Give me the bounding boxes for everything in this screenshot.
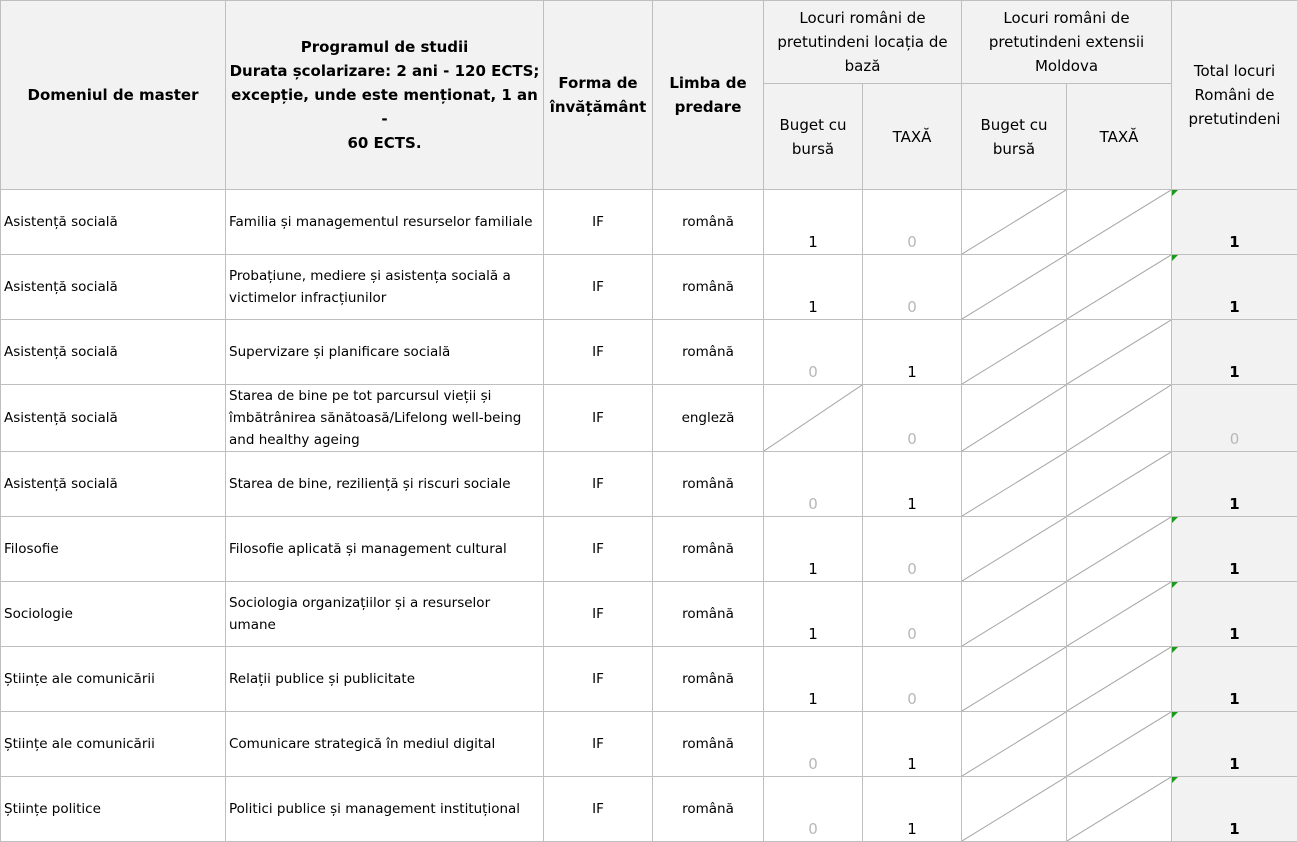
cell-limba: română: [653, 255, 764, 320]
cell-program: Politici publice și management instituțional: [226, 777, 544, 842]
cell-ext-budget: [962, 647, 1067, 712]
cell-base-budget: 1: [764, 517, 863, 582]
cell-domain: Științe ale comunicării: [1, 712, 226, 777]
cell-base-budget: 1: [764, 647, 863, 712]
diagonal-line: [962, 777, 1066, 841]
cell-total: 1: [1172, 517, 1297, 582]
header-ext-tax: TAXĂ: [1067, 84, 1172, 190]
cell-domain: Asistență socială: [1, 385, 226, 452]
table-row: [1, 582, 1297, 647]
cell-ext-budget: [962, 777, 1067, 842]
cell-ext-tax: [1067, 517, 1172, 582]
cell-forma: IF: [544, 517, 653, 582]
cell-program: Supervizare și planificare socială: [226, 320, 544, 385]
cell-base-budget: 0: [764, 777, 863, 842]
comment-flag-icon: [1172, 712, 1178, 718]
cell-ext-tax: [1067, 712, 1172, 777]
cell-ext-tax: [1067, 647, 1172, 712]
table-row: [1, 452, 1297, 517]
cell-program: Starea de bine, reziliență și riscuri sociale: [226, 452, 544, 517]
cell-forma: IF: [544, 777, 653, 842]
header-limba: Limba de predare: [653, 1, 764, 190]
header-domain: Domeniul de master: [1, 1, 226, 190]
header-program: Programul de studii Durata școlarizare: 2 ani - 120 ECTS; excepție, unde este menționat, 1 an - 60 ECTS.: [226, 1, 544, 190]
diagonal-line: [1067, 320, 1171, 384]
header-ext-group: Locuri români de pretutindeni extensii Moldova: [962, 1, 1172, 84]
diagonal-line: [962, 517, 1066, 581]
cell-program: Familia și managementul resurselor familiale: [226, 190, 544, 255]
cell-domain: Asistență socială: [1, 190, 226, 255]
cell-program: Sociologia organizațiilor și a resurselor umane: [226, 582, 544, 647]
cell-forma: IF: [544, 385, 653, 452]
cell-base-budget: 1: [764, 190, 863, 255]
cell-forma: IF: [544, 452, 653, 517]
table-row: [1, 712, 1297, 777]
header-base-budget: Buget cu bursă: [764, 84, 863, 190]
cell-domain: Asistență socială: [1, 255, 226, 320]
cell-limba: română: [653, 452, 764, 517]
cell-base-tax: 0: [863, 517, 962, 582]
cell-ext-budget: [962, 385, 1067, 452]
cell-domain: Asistență socială: [1, 452, 226, 517]
cell-forma: IF: [544, 712, 653, 777]
diagonal-line: [1067, 452, 1171, 516]
diagonal-line: [1067, 385, 1171, 451]
diagonal-line: [962, 452, 1066, 516]
cell-ext-budget: [962, 452, 1067, 517]
cell-ext-tax: [1067, 190, 1172, 255]
cell-ext-tax: [1067, 255, 1172, 320]
cell-ext-budget: [962, 582, 1067, 647]
diagonal-line: [1067, 190, 1171, 254]
cell-total: 1: [1172, 582, 1297, 647]
cell-program: Relații publice și publicitate: [226, 647, 544, 712]
cell-base-tax: 1: [863, 320, 962, 385]
cell-limba: română: [653, 647, 764, 712]
cell-base-tax: 0: [863, 190, 962, 255]
table-row: [1, 385, 1297, 452]
comment-flag-icon: [1172, 582, 1178, 588]
cell-base-budget: 0: [764, 452, 863, 517]
header-base-tax: TAXĂ: [863, 84, 962, 190]
cell-base-tax: 1: [863, 712, 962, 777]
cell-base-budget: [764, 385, 863, 452]
cell-ext-budget: [962, 255, 1067, 320]
header-base-group: Locuri români de pretutindeni locația de bază: [764, 1, 962, 84]
cell-ext-tax: [1067, 452, 1172, 517]
diagonal-line: [962, 712, 1066, 776]
diagonal-line: [1067, 712, 1171, 776]
cell-domain: Asistență socială: [1, 320, 226, 385]
cell-base-tax: 1: [863, 452, 962, 517]
cell-base-budget: 1: [764, 255, 863, 320]
cell-domain: Filosofie: [1, 517, 226, 582]
cell-base-tax: 1: [863, 777, 962, 842]
cell-forma: IF: [544, 190, 653, 255]
cell-limba: română: [653, 712, 764, 777]
cell-total: 1: [1172, 647, 1297, 712]
cell-base-tax: 0: [863, 582, 962, 647]
diagonal-line: [962, 320, 1066, 384]
diagonal-line: [962, 582, 1066, 646]
cell-forma: IF: [544, 647, 653, 712]
cell-total: 1: [1172, 255, 1297, 320]
cell-forma: IF: [544, 320, 653, 385]
cell-domain: Științe politice: [1, 777, 226, 842]
cell-ext-tax: [1067, 582, 1172, 647]
cell-limba: română: [653, 190, 764, 255]
cell-base-budget: 0: [764, 712, 863, 777]
cell-total: 1: [1172, 777, 1297, 842]
cell-program: Probațiune, mediere și asistența socială a victimelor infracțiunilor: [226, 255, 544, 320]
diagonal-line: [1067, 255, 1171, 319]
table-body: [1, 190, 1297, 842]
diagonal-line: [962, 385, 1066, 451]
cell-total: 1: [1172, 320, 1297, 385]
comment-flag-icon: [1172, 255, 1178, 261]
cell-ext-budget: [962, 517, 1067, 582]
cell-base-tax: 0: [863, 255, 962, 320]
cell-base-tax: 0: [863, 647, 962, 712]
cell-base-budget: 1: [764, 582, 863, 647]
cell-total: 1: [1172, 712, 1297, 777]
comment-flag-icon: [1172, 777, 1178, 783]
comment-flag-icon: [1172, 517, 1178, 523]
cell-ext-budget: [962, 712, 1067, 777]
cell-ext-budget: [962, 320, 1067, 385]
diagonal-line: [1067, 582, 1171, 646]
cell-limba: română: [653, 517, 764, 582]
diagonal-line: [962, 190, 1066, 254]
header-forma: Forma de învățământ: [544, 1, 653, 190]
diagonal-line: [1067, 647, 1171, 711]
cell-ext-tax: [1067, 320, 1172, 385]
cell-ext-budget: [962, 190, 1067, 255]
cell-ext-tax: [1067, 777, 1172, 842]
table-row: [1, 647, 1297, 712]
cell-domain: Științe ale comunicării: [1, 647, 226, 712]
header-total: Total locuri Români de pretutindeni: [1172, 1, 1297, 190]
diagonal-line: [764, 385, 862, 451]
cell-domain: Sociologie: [1, 582, 226, 647]
table-row: [1, 190, 1297, 255]
cell-limba: română: [653, 777, 764, 842]
cell-forma: IF: [544, 582, 653, 647]
diagonal-line: [962, 647, 1066, 711]
diagonal-line: [1067, 777, 1171, 841]
cell-program: Filosofie aplicată și management cultural: [226, 517, 544, 582]
cell-limba: engleză: [653, 385, 764, 452]
table-row: [1, 777, 1297, 842]
diagonal-line: [962, 255, 1066, 319]
cell-total: 1: [1172, 190, 1297, 255]
comment-flag-icon: [1172, 647, 1178, 653]
cell-base-tax: 0: [863, 385, 962, 452]
table-row: [1, 320, 1297, 385]
cell-limba: română: [653, 320, 764, 385]
table-row: [1, 517, 1297, 582]
cell-total: 1: [1172, 452, 1297, 517]
cell-program: Starea de bine pe tot parcursul vieții și îmbătrânirea sănătoasă/Lifelong well-being and healthy ageing: [226, 385, 544, 452]
diagonal-line: [1067, 517, 1171, 581]
cell-ext-tax: [1067, 385, 1172, 452]
cell-program: Comunicare strategică în mediul digital: [226, 712, 544, 777]
cell-limba: română: [653, 582, 764, 647]
comment-flag-icon: [1172, 190, 1178, 196]
cell-base-budget: 0: [764, 320, 863, 385]
table-row: [1, 255, 1297, 320]
header-ext-budget: Buget cu bursă: [962, 84, 1067, 190]
cell-total: 0: [1172, 385, 1297, 452]
cell-forma: IF: [544, 255, 653, 320]
